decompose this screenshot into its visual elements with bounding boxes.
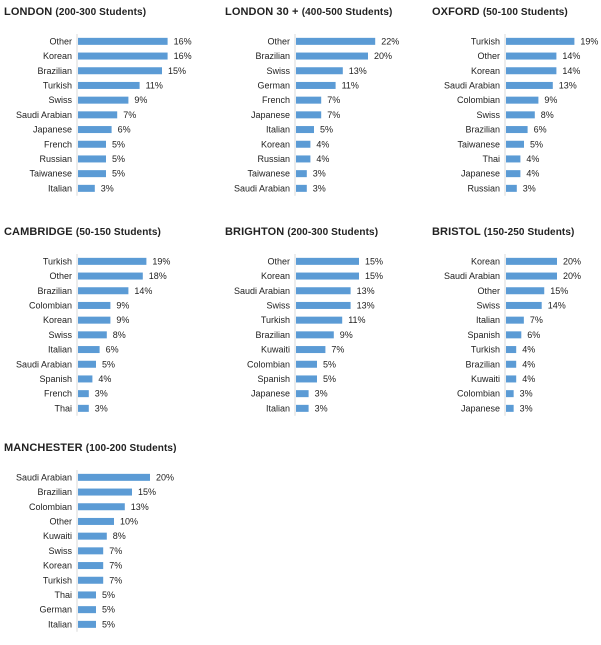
bar	[506, 185, 517, 192]
bar	[506, 53, 556, 60]
value-label: 11%	[348, 315, 366, 326]
category-label: Korean	[42, 51, 72, 62]
bar	[506, 405, 514, 412]
bar	[506, 97, 538, 104]
value-label: 13%	[356, 300, 375, 311]
value-label: 16%	[173, 36, 192, 47]
value-label: 7%	[327, 109, 341, 120]
bar	[296, 38, 375, 45]
value-label: 4%	[526, 153, 540, 164]
bar	[506, 126, 528, 133]
value-label: 3%	[314, 388, 328, 399]
bar	[506, 170, 520, 177]
value-label: 18%	[148, 271, 167, 282]
bar	[78, 591, 96, 598]
value-label: 5%	[320, 124, 334, 135]
value-label: 15%	[365, 271, 384, 282]
bar	[78, 287, 128, 294]
category-label: Korean	[42, 560, 72, 571]
value-label: 4%	[526, 168, 540, 179]
category-label: Brazilian	[37, 487, 72, 498]
category-label: Korean	[260, 271, 290, 282]
category-label: Turkish	[260, 315, 290, 326]
category-label: Kuwaiti	[42, 531, 72, 542]
value-label: 6%	[527, 329, 541, 340]
category-label: Swiss	[48, 329, 72, 340]
value-label: 6%	[533, 124, 547, 135]
bar	[296, 258, 359, 265]
category-label: Brazilian	[465, 359, 500, 370]
category-label: Russian	[467, 183, 500, 194]
value-label: 3%	[519, 403, 533, 414]
bar	[506, 287, 544, 294]
bar	[506, 67, 556, 74]
category-label: Other	[267, 256, 290, 267]
category-label: Other	[477, 51, 500, 62]
value-label: 5%	[323, 373, 337, 384]
category-label: Swiss	[266, 65, 290, 76]
bar	[296, 67, 343, 74]
value-label: 5%	[323, 359, 337, 370]
chart-title: MANCHESTER (100-200 Students)	[4, 442, 177, 454]
value-label: 3%	[94, 403, 108, 414]
category-label: Saudi Arabian	[15, 359, 72, 370]
category-label: Taiwanese	[247, 168, 290, 179]
value-label: 8%	[112, 329, 126, 340]
category-label: Italian	[265, 124, 290, 135]
category-label: Spanish	[467, 329, 500, 340]
bar	[78, 126, 112, 133]
category-label: French	[43, 388, 72, 399]
category-label: Japanese	[250, 388, 290, 399]
value-label: 13%	[356, 285, 375, 296]
category-label: Kuwaiti	[470, 373, 500, 384]
value-label: 9%	[116, 315, 130, 326]
value-label: 14%	[562, 51, 581, 62]
category-label: Korean	[470, 65, 500, 76]
category-label: Swiss	[48, 545, 72, 556]
bar	[78, 53, 168, 60]
value-label: 3%	[94, 388, 108, 399]
value-label: 3%	[522, 183, 536, 194]
value-label: 4%	[98, 373, 112, 384]
chart-title: LONDON 30 + (400-500 Students)	[225, 6, 393, 18]
value-label: 3%	[100, 183, 114, 194]
category-label: Turkish	[42, 80, 72, 91]
category-label: Korean	[470, 256, 500, 267]
category-label: Brazilian	[255, 329, 290, 340]
bar	[296, 317, 342, 324]
category-label: Spanish	[39, 373, 72, 384]
category-label: Other	[49, 36, 72, 47]
bar	[296, 53, 368, 60]
value-label: 9%	[116, 300, 130, 311]
bar	[78, 375, 92, 382]
bar	[78, 170, 106, 177]
bar	[296, 111, 321, 118]
bar	[78, 302, 110, 309]
value-label: 16%	[173, 51, 192, 62]
value-label: 5%	[102, 359, 116, 370]
value-label: 9%	[339, 329, 353, 340]
category-label: Brazilian	[37, 65, 72, 76]
category-label: Japanese	[250, 109, 290, 120]
bar	[78, 258, 146, 265]
category-label: Japanese	[460, 403, 500, 414]
category-label: Kuwaiti	[260, 344, 290, 355]
value-label: 3%	[312, 168, 326, 179]
bar	[296, 273, 359, 280]
chart-brighton	[225, 254, 420, 414]
value-label: 9%	[544, 95, 558, 106]
bar	[78, 577, 103, 584]
value-label: 5%	[102, 589, 116, 600]
category-label: German	[257, 80, 290, 91]
category-label: Thai	[54, 589, 72, 600]
category-label: Saudi Arabian	[443, 80, 500, 91]
value-label: 11%	[341, 80, 359, 91]
value-label: 19%	[580, 36, 599, 47]
category-label: Other	[267, 36, 290, 47]
category-label: Taiwanese	[457, 139, 500, 150]
chart-title: OXFORD (50-100 Students)	[432, 6, 568, 18]
bar	[506, 273, 557, 280]
bar	[78, 489, 132, 496]
category-label: Korean	[42, 315, 72, 326]
category-label: Thai	[482, 153, 500, 164]
category-label: Italian	[47, 344, 72, 355]
value-label: 5%	[102, 604, 116, 615]
bar	[78, 405, 89, 412]
bar	[506, 331, 521, 338]
category-label: Brazilian	[255, 51, 290, 62]
value-label: 13%	[130, 501, 149, 512]
bar	[506, 317, 524, 324]
category-label: Colombian	[28, 300, 72, 311]
value-label: 20%	[374, 51, 393, 62]
value-label: 6%	[105, 344, 119, 355]
category-label: Colombian	[456, 388, 500, 399]
category-label: Turkish	[470, 36, 500, 47]
value-label: 7%	[327, 95, 341, 106]
bar	[506, 390, 514, 397]
category-label: Colombian	[28, 501, 72, 512]
bar	[296, 170, 307, 177]
bar	[296, 361, 317, 368]
bar	[506, 361, 516, 368]
category-label: Brazilian	[37, 285, 72, 296]
chart-title: BRIGHTON (200-300 Students)	[225, 226, 379, 238]
category-label: Japanese	[460, 168, 500, 179]
bar	[296, 375, 317, 382]
value-label: 20%	[563, 256, 582, 267]
bar	[506, 375, 516, 382]
category-label: Spanish	[257, 373, 290, 384]
bar	[506, 302, 542, 309]
value-label: 9%	[134, 95, 148, 106]
bar	[506, 82, 553, 89]
value-label: 6%	[117, 124, 131, 135]
category-label: Saudi Arabian	[443, 271, 500, 282]
bar	[296, 346, 325, 353]
category-label: Turkish	[42, 575, 72, 586]
category-label: Swiss	[266, 300, 290, 311]
bar	[296, 390, 309, 397]
value-label: 15%	[550, 285, 569, 296]
value-label: 7%	[109, 560, 123, 571]
bar	[78, 317, 110, 324]
chart-title: CAMBRIDGE (50-150 Students)	[4, 226, 161, 238]
value-label: 20%	[563, 271, 582, 282]
bar	[78, 474, 150, 481]
value-label: 7%	[529, 315, 543, 326]
value-label: 14%	[134, 285, 153, 296]
bar	[296, 302, 351, 309]
bar	[296, 126, 314, 133]
bar	[296, 82, 336, 89]
chart-oxford	[432, 34, 600, 194]
bar	[78, 273, 143, 280]
value-label: 14%	[562, 65, 581, 76]
category-label: Turkish	[470, 344, 500, 355]
category-label: Thai	[54, 403, 72, 414]
bar	[78, 533, 107, 540]
category-label: French	[261, 95, 290, 106]
bar	[78, 518, 114, 525]
value-label: 7%	[109, 575, 123, 586]
bar	[296, 331, 334, 338]
value-label: 3%	[312, 183, 326, 194]
value-label: 15%	[168, 65, 187, 76]
bar	[78, 82, 140, 89]
category-label: Brazilian	[465, 124, 500, 135]
value-label: 10%	[120, 516, 139, 527]
value-label: 4%	[316, 139, 330, 150]
bar	[78, 346, 100, 353]
bar	[296, 405, 309, 412]
value-label: 11%	[145, 80, 163, 91]
category-label: Saudi Arabian	[15, 109, 72, 120]
bar	[78, 111, 117, 118]
bar	[78, 185, 95, 192]
category-label: Japanese	[32, 124, 72, 135]
bar	[78, 38, 168, 45]
category-label: Saudi Arabian	[233, 285, 290, 296]
value-label: 15%	[138, 487, 157, 498]
bar	[78, 503, 125, 510]
bar	[296, 287, 351, 294]
value-label: 8%	[112, 531, 126, 542]
category-label: Swiss	[476, 300, 500, 311]
category-label: Swiss	[476, 109, 500, 120]
bar	[506, 141, 524, 148]
bar	[78, 606, 96, 613]
value-label: 13%	[348, 65, 367, 76]
value-label: 19%	[152, 256, 171, 267]
bar	[296, 141, 310, 148]
chart-london	[4, 34, 204, 194]
value-label: 4%	[316, 153, 330, 164]
chart-title: BRISTOL (150-250 Students)	[432, 226, 575, 238]
bar	[78, 361, 96, 368]
category-label: Italian	[475, 315, 500, 326]
category-label: Italian	[265, 403, 290, 414]
value-label: 3%	[519, 388, 533, 399]
category-label: French	[43, 139, 72, 150]
bar	[78, 547, 103, 554]
category-label: Saudi Arabian	[233, 183, 290, 194]
category-label: Italian	[47, 619, 72, 630]
value-label: 4%	[522, 373, 536, 384]
value-label: 5%	[112, 153, 126, 164]
chart-london-30-plus	[225, 34, 420, 194]
value-label: 4%	[522, 359, 536, 370]
value-label: 13%	[558, 80, 577, 91]
bar	[78, 67, 162, 74]
category-label: Swiss	[48, 95, 72, 106]
value-label: 5%	[102, 619, 116, 630]
category-label: Taiwanese	[29, 168, 72, 179]
category-label: Italian	[47, 183, 72, 194]
category-label: Other	[49, 271, 72, 282]
bar	[506, 155, 520, 162]
chart-manchester	[4, 470, 204, 630]
bar	[506, 111, 535, 118]
value-label: 22%	[381, 36, 400, 47]
bar	[78, 621, 96, 628]
value-label: 14%	[547, 300, 566, 311]
category-label: Turkish	[42, 256, 72, 267]
bar	[78, 331, 107, 338]
category-label: Russian	[257, 153, 290, 164]
bar	[78, 390, 89, 397]
category-label: Russian	[39, 153, 72, 164]
value-label: 3%	[314, 403, 328, 414]
value-label: 7%	[109, 545, 123, 556]
value-label: 8%	[540, 109, 554, 120]
category-label: German	[39, 604, 72, 615]
chart-title: LONDON (200-300 Students)	[4, 6, 147, 18]
chart-cambridge	[4, 254, 204, 414]
category-label: Colombian	[456, 95, 500, 106]
bar	[506, 38, 574, 45]
value-label: 15%	[365, 256, 384, 267]
bar	[296, 185, 307, 192]
value-label: 7%	[331, 344, 345, 355]
bar	[506, 258, 557, 265]
bar	[296, 155, 310, 162]
value-label: 5%	[112, 168, 126, 179]
chart-bristol	[432, 254, 600, 414]
bar	[78, 562, 103, 569]
bar	[78, 155, 106, 162]
category-label: Other	[49, 516, 72, 527]
bar	[506, 346, 516, 353]
bar	[78, 141, 106, 148]
category-label: Korean	[260, 139, 290, 150]
value-label: 7%	[123, 109, 137, 120]
bar	[296, 97, 321, 104]
category-label: Other	[477, 285, 500, 296]
value-label: 4%	[522, 344, 536, 355]
category-label: Saudi Arabian	[15, 472, 72, 483]
bar	[78, 97, 128, 104]
value-label: 5%	[112, 139, 126, 150]
category-label: Colombian	[246, 359, 290, 370]
value-label: 5%	[530, 139, 544, 150]
value-label: 20%	[156, 472, 175, 483]
